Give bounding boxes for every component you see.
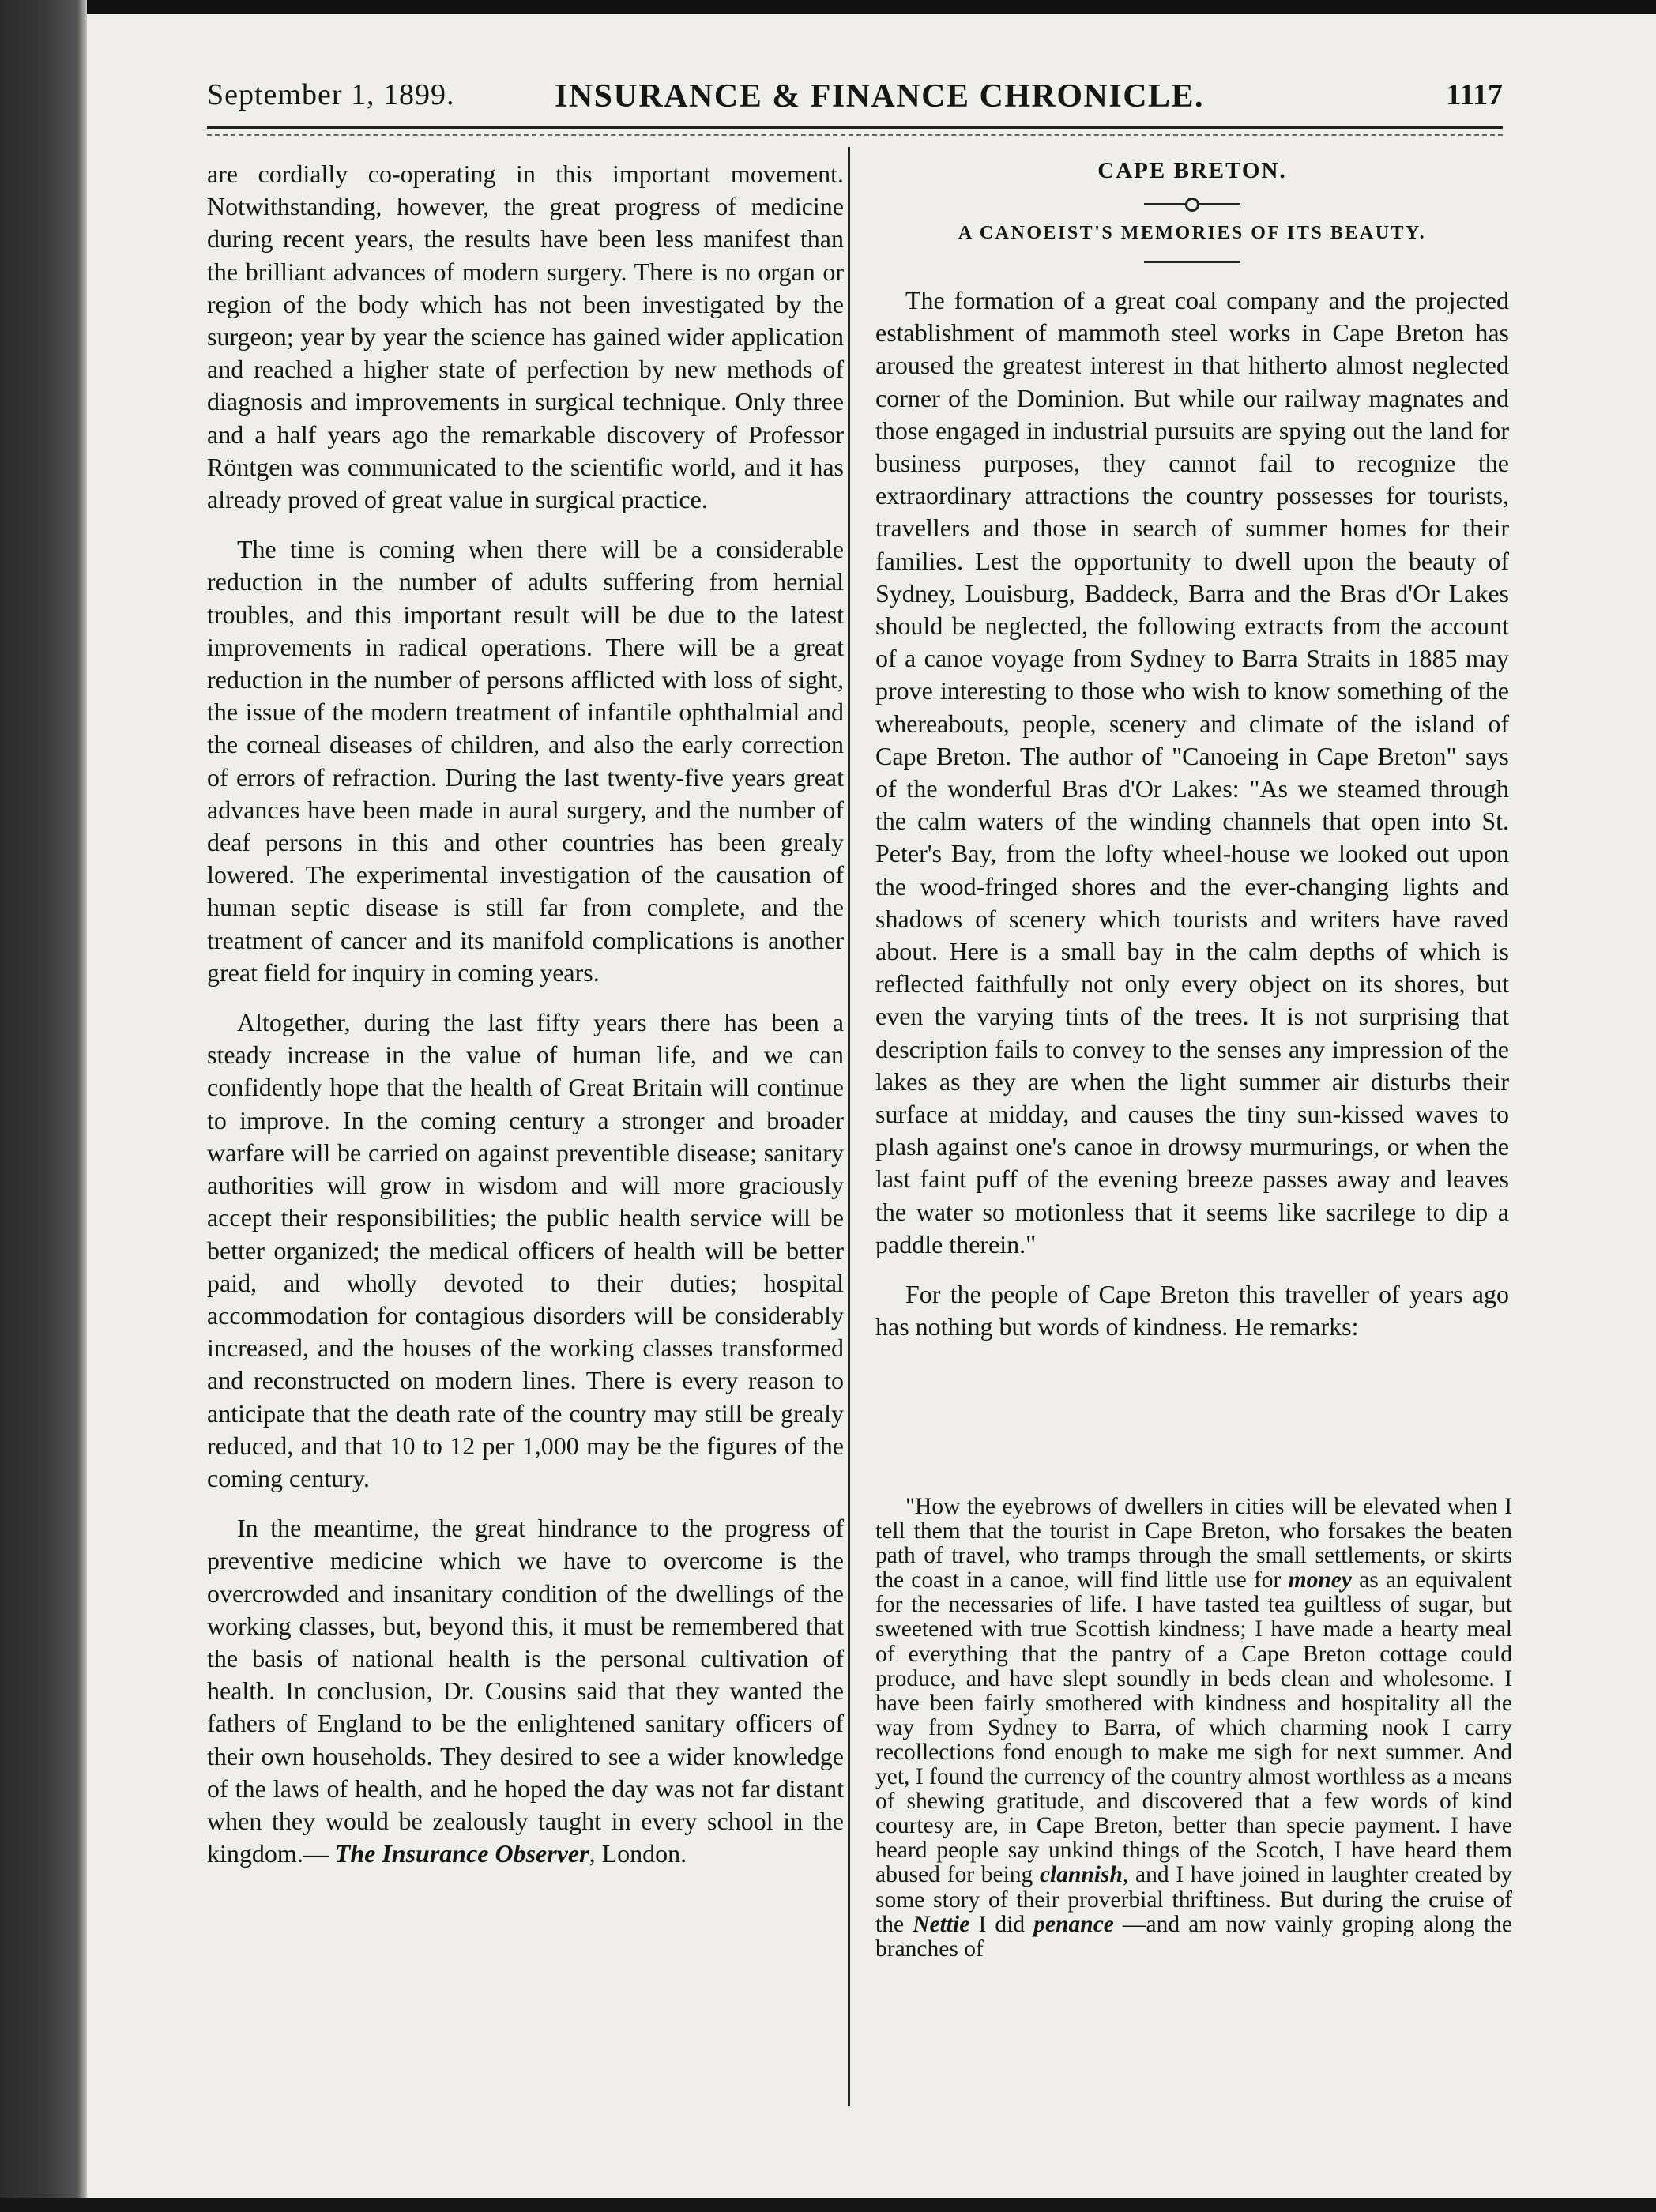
left-paragraph: are cordially co-operating in this important movement. Notwithstanding, however, the great progress of medicine during recent years, the results have been less manifest than the brilliant advances of modern surgery. There is no organ or region of the body which has not been investigated by the surgeon; year by year the science has gained wider application and reached a higher state of perfection by new methods of diagnosis and improvements in surgical technique. Only three and a half years ago the remarkable discovery of Professor Röntgen was communicated to the scientific world, and it has already proved of great value in surgical practice.	[207, 160, 844, 514]
quote-emphasis-penance: penance	[1033, 1911, 1114, 1937]
quote-text: , and I have joined in laughter created by some story of their proverbial thriftiness. But during the cruise of the	[875, 1862, 1512, 1937]
article-subtitle: A CANOEIST'S MEMORIES OF ITS BEAUTY.	[958, 223, 1427, 243]
right-column	[875, 284, 1509, 1361]
title-ornament	[1144, 198, 1240, 210]
article-title: CAPE BRETON.	[1097, 158, 1287, 183]
left-column	[207, 158, 844, 1887]
scan-border-top	[0, 0, 1656, 14]
header-rule	[207, 126, 1503, 129]
quote-text: as an equivalent for the necessaries of life. I have tasted tea guiltless of sugar, but sweetened with true Scottish kindness; I have made a hearty meal of everything that the pantry of a Cape Breton cottage could produce, and have slept soundly in beds clean and wholesome. I have been fairly smothered with kindness and hospitality all the way from Sydney to Barra, of which charming nook I carry recollections fond enough to make me sigh for next summer. And yet, I found the currency of the country almost worthless as a means of shewing gratitude, and discovered that a few words of kind courtesy are, in Cape Breton, better than specie payment. I have heard people say unkind things of the Scotch, I have heard them abused for being	[875, 1567, 1512, 1888]
publication-title: INSURANCE & FINANCE CHRONICLE.	[555, 78, 1205, 115]
quote-emphasis-clannish: clannish	[1039, 1862, 1123, 1888]
quote-emphasis-money: money	[1288, 1567, 1352, 1593]
quote-paragraph	[875, 1495, 1512, 1962]
column-divider	[848, 147, 850, 2106]
page-number: 1117	[1446, 78, 1503, 111]
scan-border-left	[0, 0, 87, 2212]
right-paragraph: The formation of a great coal company and the projected establishment of mammoth steel works in Cape Breton has aroused the greatest interest in that hitherto almost neglected corner of the Dominion. But while our railway magnates and those engaged in industrial pursuits are spying out the land for business purposes, they cannot fail to recognize the extraordinary attractions the country possesses for tourists, travellers and those in search of summer homes for their families. Lest the opportunity to dwell upon the beauty of Sydney, Louisburg, Baddeck, Barra and the Bras d'Or Lakes should be neglected, the following extracts from the account of a canoe voyage from Sydney to Barra Straits in 1885 may prove interesting to those who wish to know something of the whereabouts, people, scenery and climate of the island of Cape Breton. The author of "Canoeing in Cape Breton" says of the wonderful Bras d'Or Lakes: "As we steamed through the calm waters of the winding channels that open into St. Peter's Bay, from the lofty wheel-house we looked out upon the wood-fringed shores and the ever-changing lights and shadows of scenery which tourists and writers have raved about. Here is a small bay in the calm depths of which is reflected faithfully not only every object on its shores, but even the varying tints of the trees. It is not surprising that description fails to convey to the senses any impression of the lakes as they are when the light summer air disturbs their surface at midday, and causes the tiny sun-kissed waves to plash against one's canoe in drowsy murmurings, or when the last faint puff of the evening breeze passes away and leaves the water so motionless that it seems like sacrilege to dip a paddle therein."	[875, 286, 1509, 1258]
left-paragraph-text: In the meantime, the great hindrance to the progress of preventive medicine which we have to overcome is the overcrowded and insanitary condition of the dwellings of the working classes, but, beyond this, it must be remembered that the basis of national health is the personal cultivation of health. In conclusion, Dr. Cousins said that they wanted the fathers of England to be the enlightened sanitary officers of their own households. They desired to see a wider knowledge of the laws of health, and he hoped the day was not far distant when they would be zealously taught in every school in the kingdom.—	[207, 1514, 844, 1868]
quote-text: —and am now vainly groping along the branches of	[875, 1911, 1512, 1962]
quote-ship-name: Nettie	[913, 1911, 970, 1937]
left-paragraph-last	[207, 1512, 844, 1870]
scan-border-bottom	[0, 2198, 1656, 2212]
quote-text: I did	[969, 1911, 1034, 1937]
header-rule-secondary	[207, 134, 1503, 136]
quote-text: "How the eyebrows of dwellers in cities will be elevated when I tell them that the tourist in Cape Breton, who forsakes the beaten path of travel, who tramps through the small settlements, or skirts the coast in a canoe, will find little use for	[875, 1494, 1512, 1593]
right-paragraph: For the people of Cape Breton this traveller of years ago has nothing but words of kindness. He remarks:	[875, 1280, 1509, 1341]
page-header	[207, 77, 1503, 125]
source-publication: The Insurance Observer	[334, 1839, 589, 1868]
source-location: , London.	[589, 1839, 687, 1868]
left-paragraph: Altogether, during the last fifty years there has been a steady increase in the value of human life, and we can confidently hope that the health of Great Britain will continue to improve. In the coming century a stronger and broader warfare will be carried on against preventible disease; sanitary authorities will grow in wisdom and will more graciously accept their responsibilities; the public health service will be better organized; the medical officers of health will be better paid, and wholly devoted to their duties; hospital accommodation for contagious disorders will be considerably increased, and the houses of the working classes transformed and reconstructed on modern lines. There is every reason to anticipate that the death rate of the country may still be grealy reduced, and that 10 to 12 per 1,000 may be the figures of the coming century.	[207, 1008, 844, 1492]
header-date: September 1, 1899.	[207, 78, 455, 111]
block-quote	[875, 1495, 1512, 1962]
left-paragraph: The time is coming when there will be a considerable reduction in the number of adults suffering from hernial troubles, and this important result will be due to the latest improvements in radical operations. There will be a great reduction in the number of persons afflicted with loss of sight, the issue of the modern treatment of infantile ophthalmial and the corneal diseases of children, and also the early correction of errors of refraction. During the last twenty-five years great advances have been made in aural surgery, and the number of deaf persons in this and other countries has been grealy lowered. The experimental investigation of the causation of human septic disease is still far from complete, and the treatment of cancer and its manifold complications is another great field for inquiry in coming years.	[207, 535, 844, 987]
subtitle-rule	[1144, 261, 1240, 263]
